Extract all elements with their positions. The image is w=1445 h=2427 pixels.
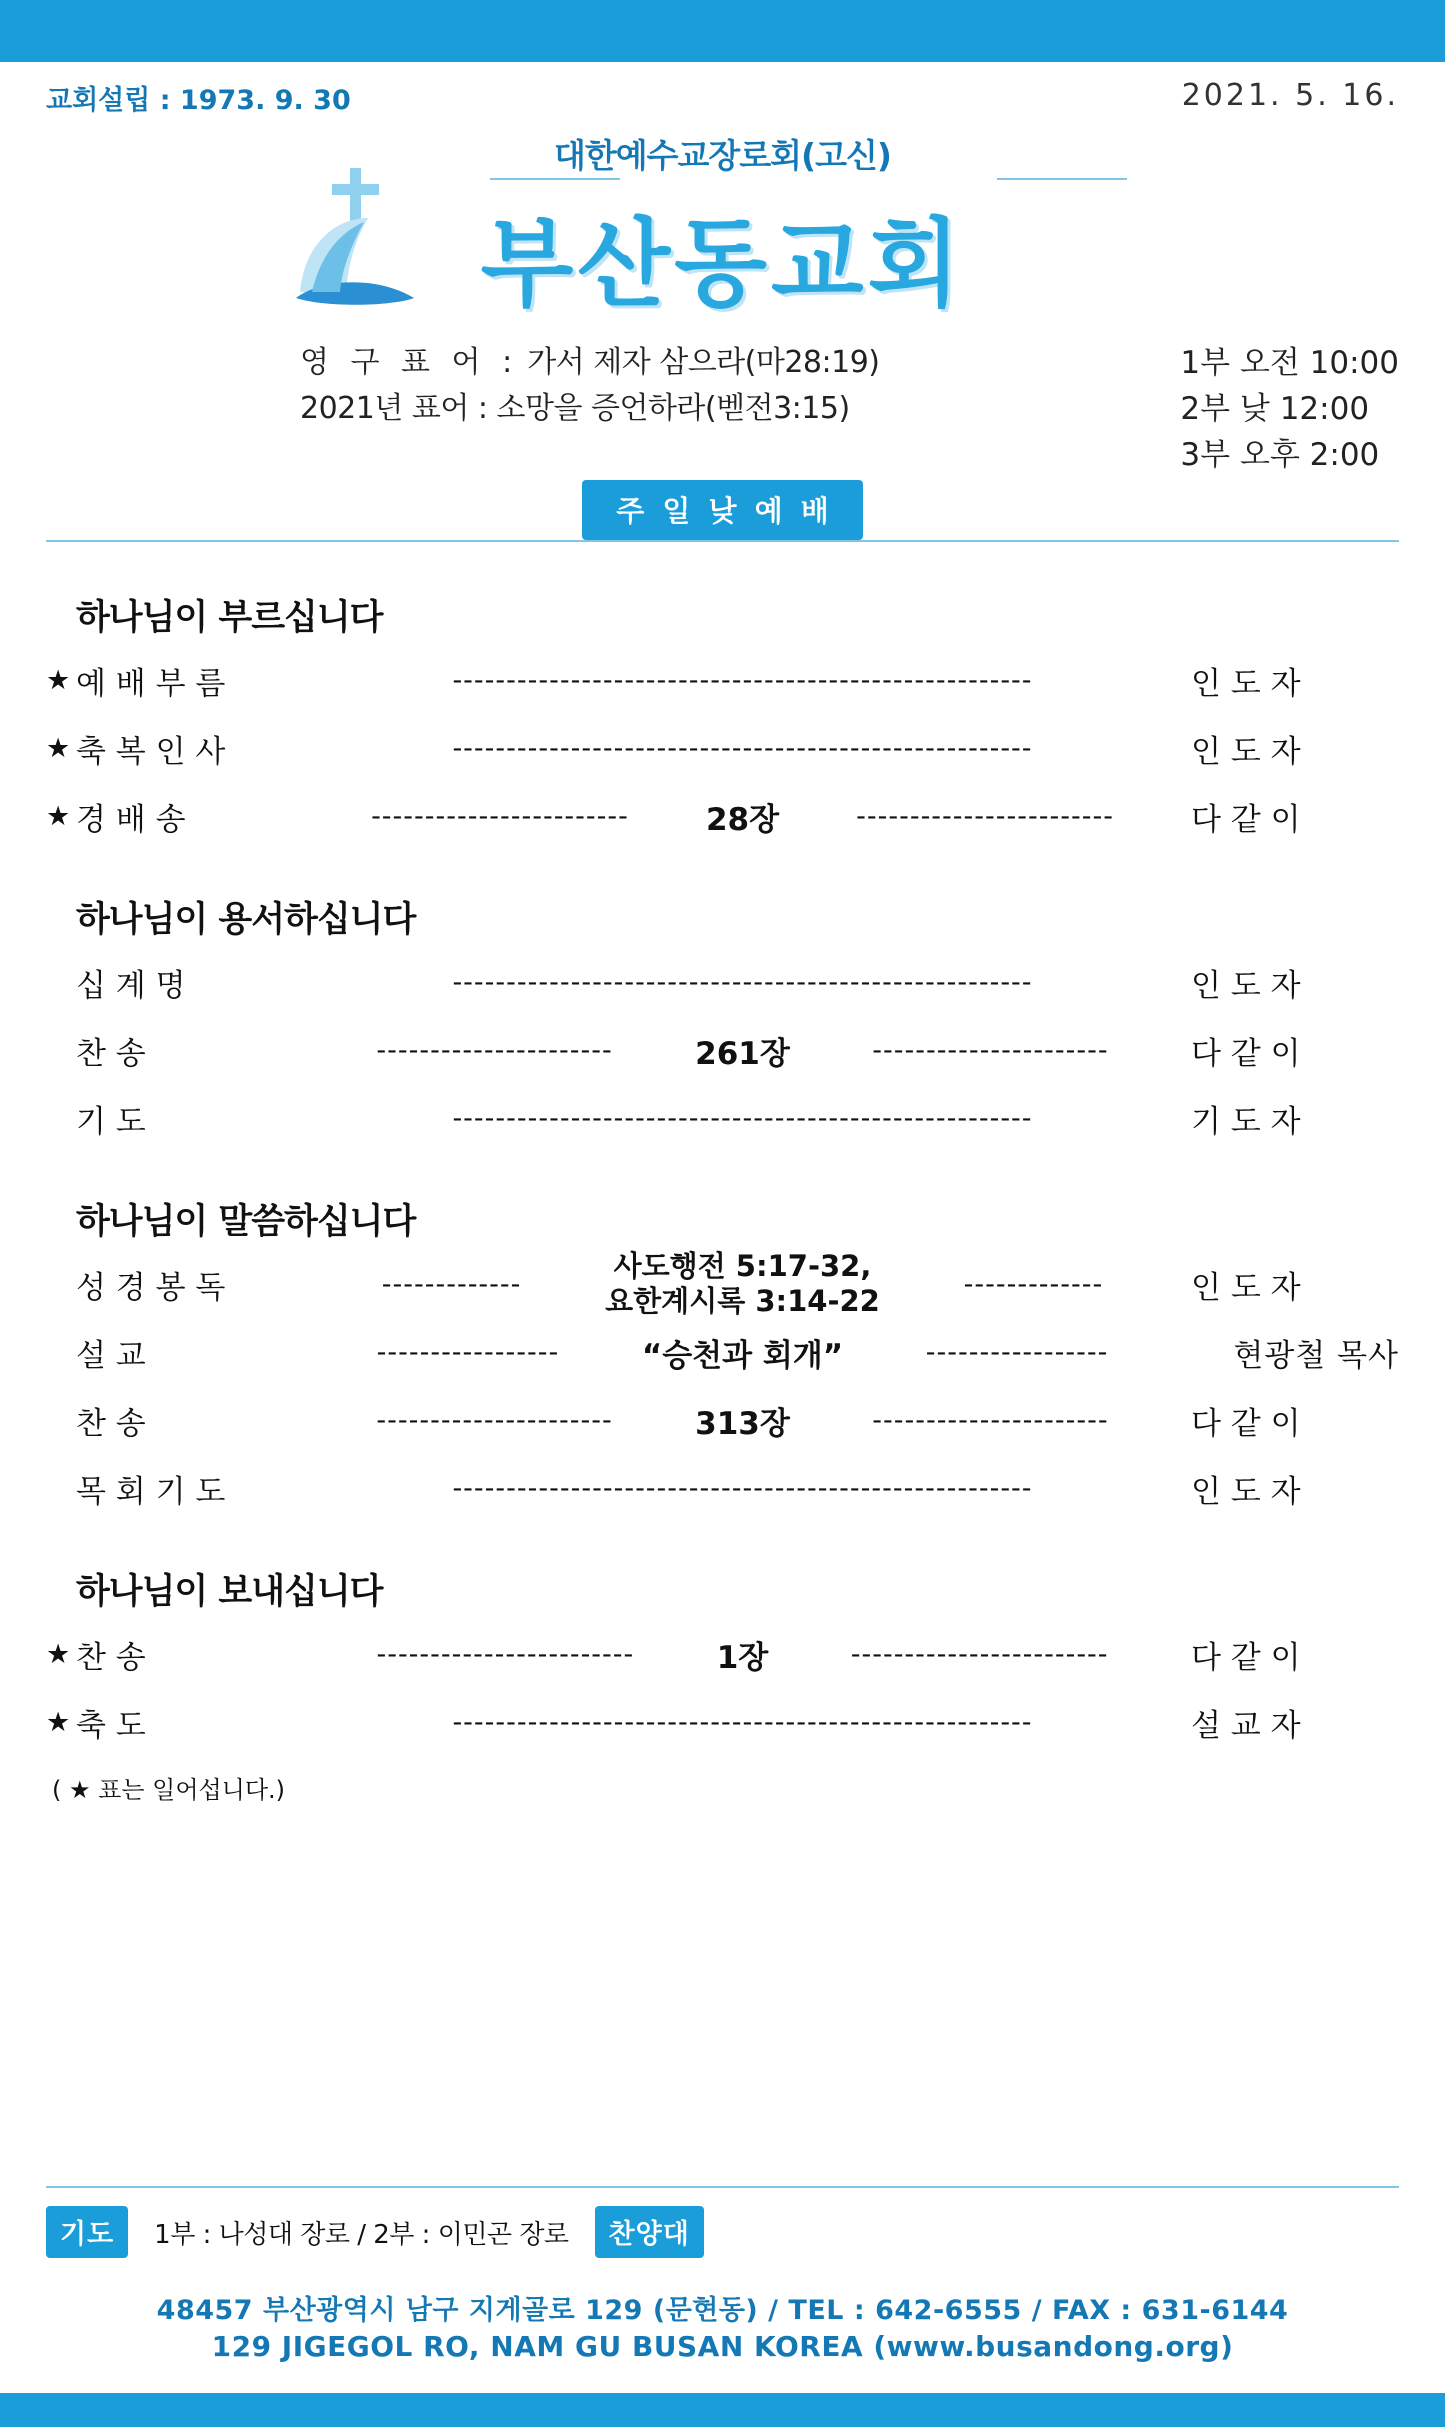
dot-leader: ------------------------------------------------------	[452, 664, 1033, 696]
order-item-label: 찬 송	[76, 1405, 146, 1442]
order-item-detail: 28장	[705, 801, 780, 838]
order-line	[46, 646, 1399, 714]
order-item-person: 다 같 이	[1191, 1639, 1301, 1676]
order-line	[46, 1084, 1399, 1152]
order-item-label: 목 회 기 도	[76, 1473, 226, 1510]
order-item-person: 다 같 이	[1191, 1035, 1301, 1072]
section-title: 하나님이 용서하십니다	[76, 900, 416, 940]
dot-leader: ------------------------	[371, 800, 629, 832]
dot-leader: -----------------	[925, 1336, 1109, 1368]
order-item-label: 십 계 명	[76, 967, 186, 1004]
prayer-tag: 기도	[46, 2206, 128, 2258]
standing-footnote: ( ★ 표는 일어섭니다.)	[52, 1776, 286, 1804]
standing-star: ★	[46, 1706, 71, 1738]
order-item-label: 축 도	[76, 1707, 146, 1744]
address-korean: 48457 부산광역시 남구 지게골로 129 (문현동) / TEL : 642-6555 / FAX : 631-6144	[156, 2295, 1289, 2326]
standing-star: ★	[46, 1638, 71, 1670]
scripture-line-1: 사도행전 5:17-32,	[613, 1249, 872, 1283]
prayer-assignment-text: 1부 : 나성대 장로 / 2부 : 이민곤 장로	[154, 2219, 569, 2250]
order-line	[46, 1688, 1399, 1756]
permanent-slogan-row	[300, 340, 1000, 386]
denomination-label: 대한예수교장로회(고신)	[554, 136, 891, 175]
order-item-person: 인 도 자	[1191, 1473, 1301, 1510]
header-divider	[46, 540, 1399, 542]
dot-leader: -------------	[963, 1268, 1104, 1300]
order-line	[46, 948, 1399, 1016]
standing-star: ★	[46, 800, 71, 832]
order-item-detail	[595, 1249, 890, 1319]
order-item-person: 다 같 이	[1191, 1405, 1301, 1442]
order-item-label: 예 배 부 름	[76, 665, 226, 702]
service-badge: 주 일 낮 예 배	[582, 480, 862, 540]
service-time-3: 3부 오후 2:00	[1180, 437, 1380, 473]
dot-leader: ------------------------------------------------------	[452, 1102, 1033, 1134]
order-of-service	[46, 572, 1399, 1805]
dot-leader: ------------------------	[376, 1638, 635, 1670]
dot-leader: ------------------------------------------------------	[452, 966, 1033, 998]
prayer-row	[46, 2206, 1399, 2258]
service-time-1: 1부 오전 10:00	[1180, 345, 1399, 381]
order-item-person: 인 도 자	[1191, 665, 1301, 702]
order-line	[46, 714, 1399, 782]
order-item-detail: 261장	[695, 1035, 790, 1072]
dot-leader: ----------------------	[872, 1404, 1109, 1436]
permanent-slogan-label: 영 구 표 어 :	[300, 345, 519, 380]
dot-leader: ------------------------------------------------------	[452, 732, 1033, 764]
section-title: 하나님이 부르십니다	[76, 598, 383, 638]
issue-date: 2021. 5. 16.	[1181, 78, 1399, 113]
dot-leader: ------------------------------------------------------	[452, 1706, 1033, 1738]
footer-divider	[46, 2186, 1399, 2188]
permanent-slogan-value: 가서 제자 삼으라(마28:19)	[527, 345, 880, 380]
dot-leader: ------------------------	[850, 1638, 1109, 1670]
slogan-block	[300, 340, 1000, 432]
scripture-line-2: 요한계시록 3:14-22	[605, 1284, 880, 1318]
order-item-detail: 313장	[695, 1405, 790, 1442]
address-english: 129 JIGEGOL RO, NAM GU BUSAN KOREA (www.busandong.org)	[211, 2330, 1234, 2363]
dot-leader: -------------	[381, 1268, 522, 1300]
dot-leader: -----------------	[376, 1336, 560, 1368]
top-accent-bar	[0, 0, 1445, 62]
year-slogan-row	[300, 386, 1000, 432]
order-line	[46, 1620, 1399, 1688]
order-item-detail: 1장	[716, 1639, 769, 1676]
founding-date-label: 교회설립 : 1973. 9. 30	[46, 85, 351, 116]
sermon-title: “승천과 회개”	[641, 1337, 844, 1374]
order-line	[46, 1318, 1399, 1386]
order-item-label: 찬 송	[76, 1035, 146, 1072]
service-times-list	[1180, 340, 1399, 478]
order-item-person: 기 도 자	[1191, 1103, 1301, 1140]
dot-leader: ----------------------	[376, 1404, 613, 1436]
denomination-rule-left	[490, 178, 620, 180]
header-row	[0, 78, 1445, 128]
order-line	[46, 782, 1399, 850]
order-line	[46, 1454, 1399, 1522]
order-line	[46, 1386, 1399, 1454]
standing-star: ★	[46, 732, 71, 764]
denomination-rule-right	[997, 178, 1127, 180]
order-item-person: 다 같 이	[1191, 801, 1301, 838]
order-item-person: 인 도 자	[1191, 733, 1301, 770]
order-item-label: 경 배 송	[76, 801, 186, 838]
dot-leader: ------------------------	[856, 800, 1114, 832]
service-badge-wrap	[0, 480, 1445, 540]
choir-tag: 찬양대	[595, 2206, 704, 2258]
service-time-2: 2부 낮 12:00	[1180, 391, 1370, 427]
dot-leader: ------------------------------------------------------	[452, 1472, 1033, 1504]
order-item-label: 축 복 인 사	[76, 733, 226, 770]
order-item-label: 기 도	[76, 1103, 146, 1140]
year-slogan-value: 소망을 증언하라(벧전3:15)	[496, 391, 850, 426]
dot-leader: ----------------------	[376, 1034, 613, 1066]
order-item-person: 현광철 목사	[1233, 1337, 1399, 1374]
dot-leader: ----------------------	[872, 1034, 1109, 1066]
bottom-accent-bar	[0, 2393, 1445, 2427]
order-item-person: 인 도 자	[1191, 967, 1301, 1004]
section-title: 하나님이 말씀하십니다	[76, 1202, 416, 1242]
section-title: 하나님이 보내십니다	[76, 1572, 383, 1612]
year-slogan-label: 2021년 표어 :	[300, 391, 488, 426]
church-name: 부산동교회	[480, 208, 965, 320]
order-item-label: 찬 송	[76, 1639, 146, 1676]
order-line	[46, 1016, 1399, 1084]
order-line	[46, 1250, 1399, 1318]
order-item-person: 인 도 자	[1191, 1269, 1301, 1306]
order-item-label: 성 경 봉 독	[76, 1269, 226, 1306]
standing-star: ★	[46, 664, 71, 696]
order-item-label: 설 교	[76, 1337, 146, 1374]
order-item-person: 설 교 자	[1191, 1707, 1301, 1744]
